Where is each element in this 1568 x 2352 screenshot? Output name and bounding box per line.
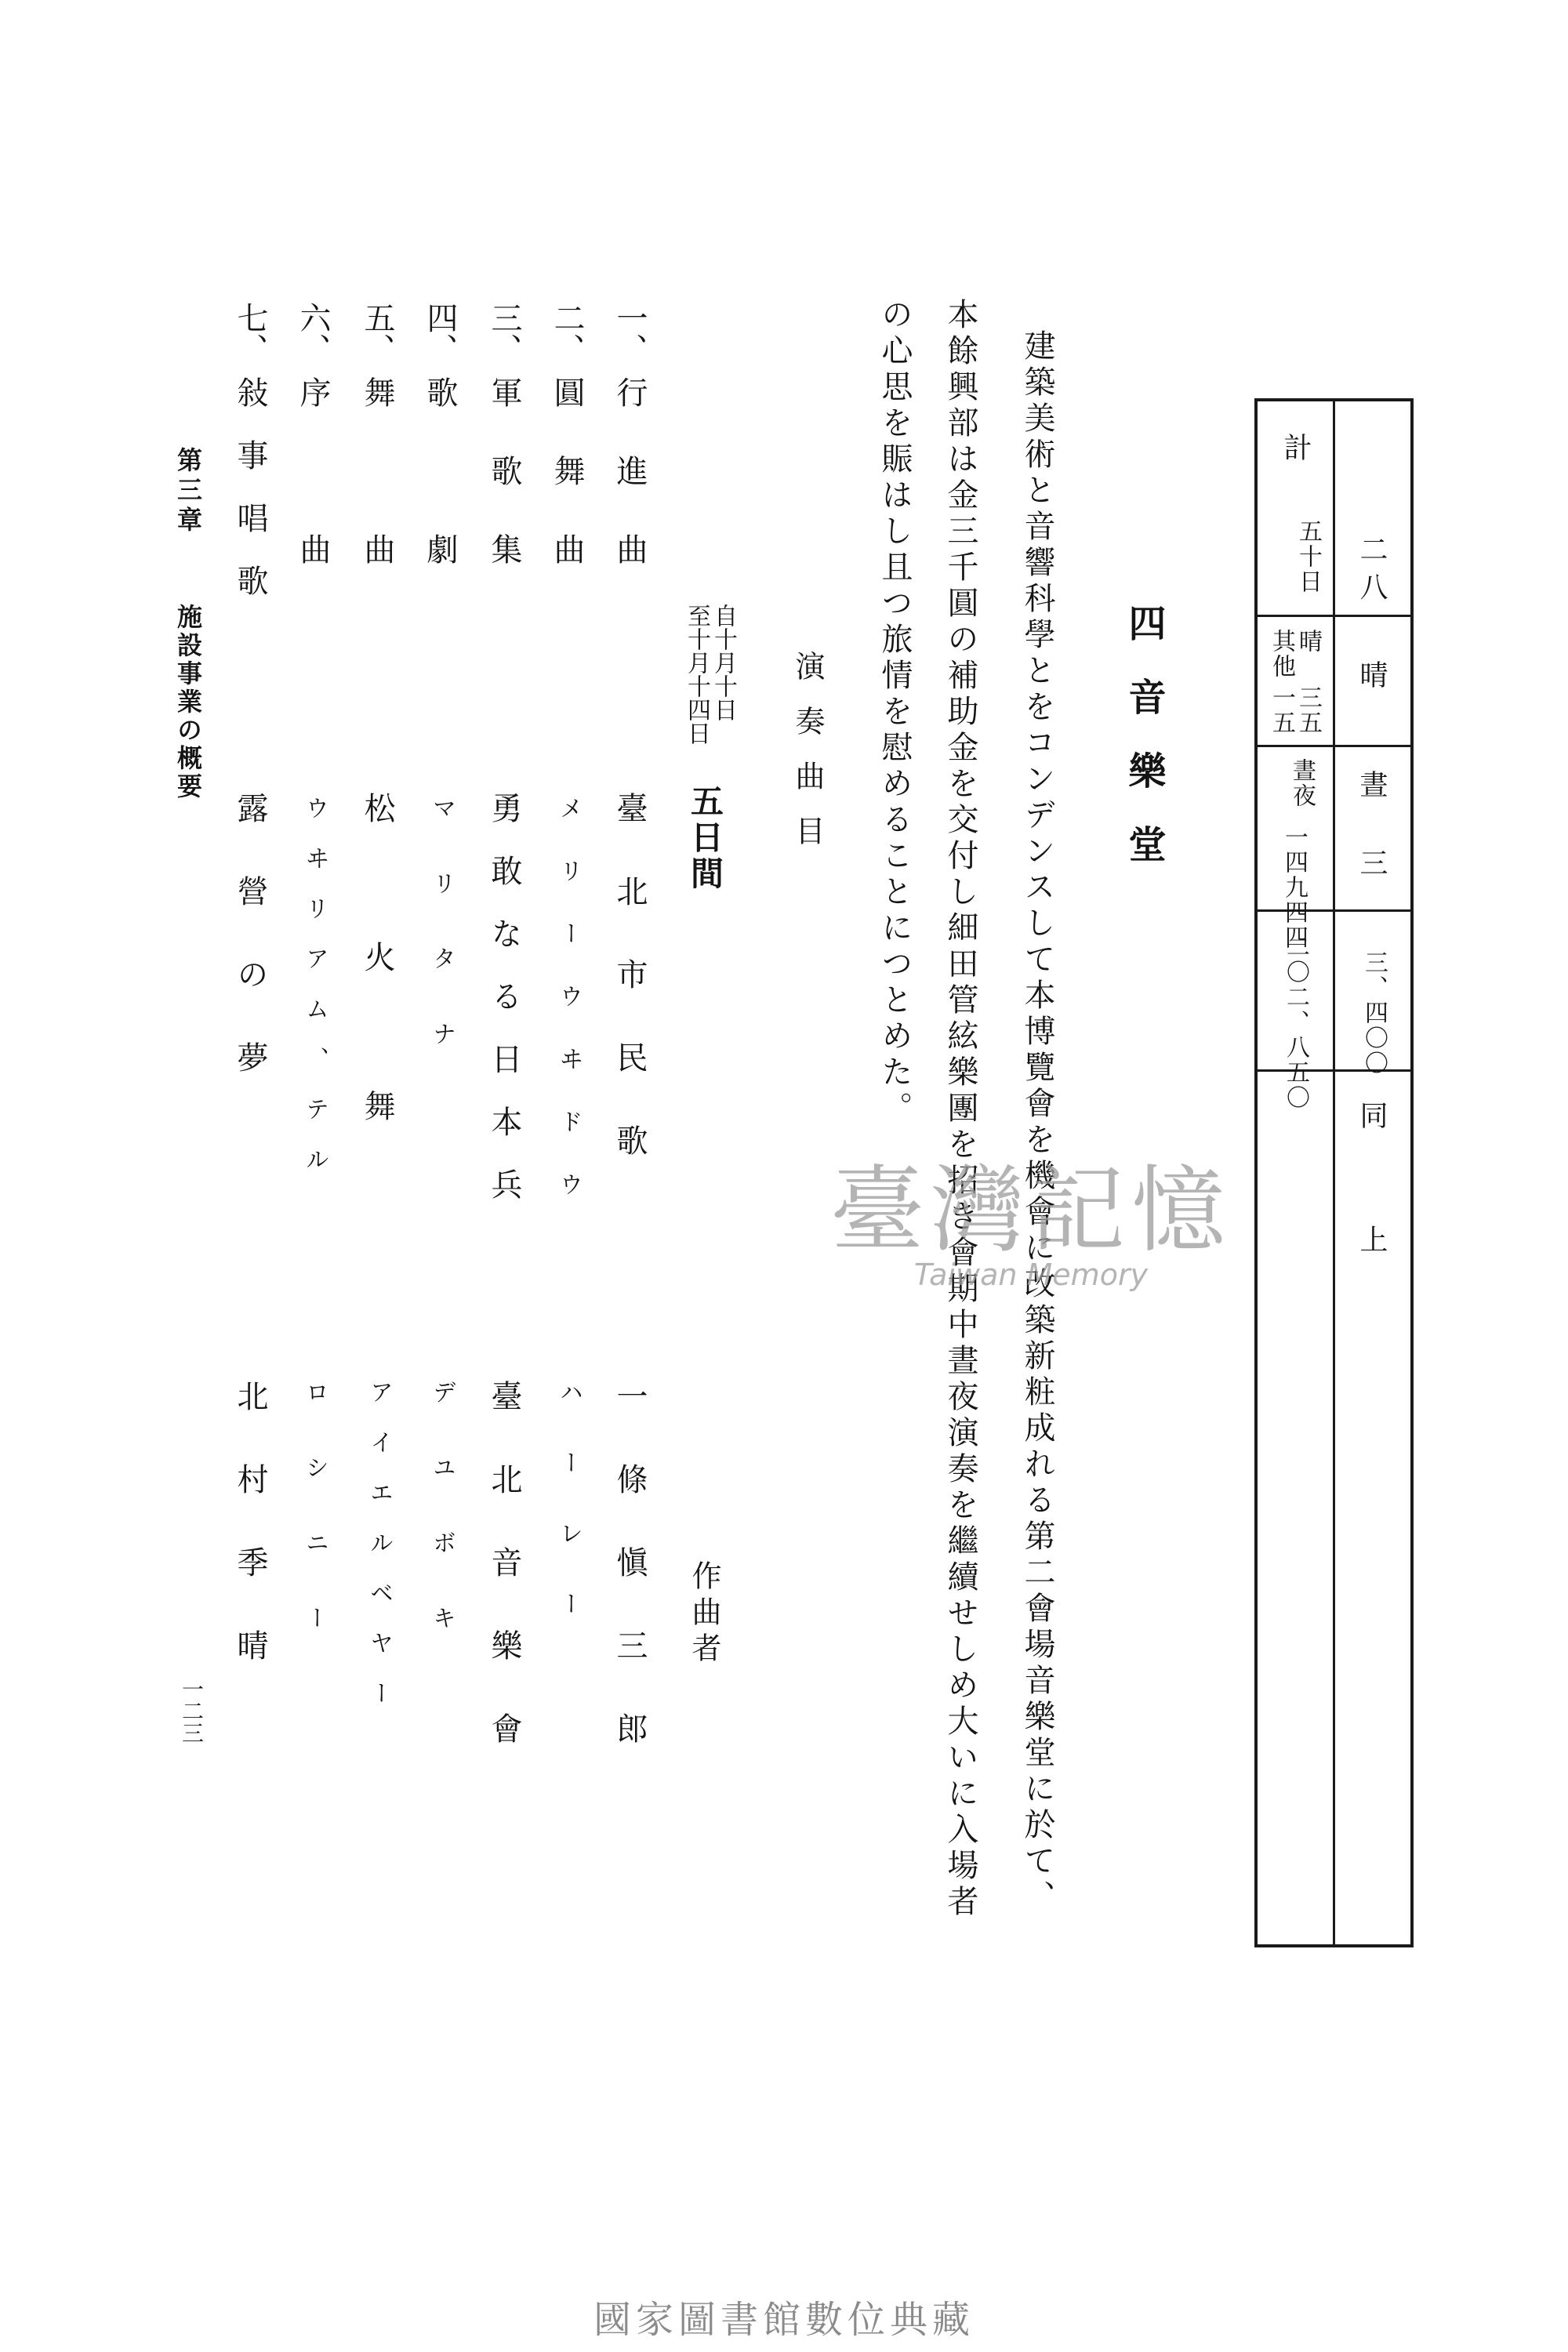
program-title: 露營の夢 (232, 792, 268, 1124)
chapter-label: 第三章 (173, 447, 203, 536)
program-genre: 圓舞曲 (549, 376, 585, 612)
program-genre: 軍歌集 (486, 376, 522, 612)
table-cell-count: 三 (1356, 848, 1388, 886)
period-from: 自十月十日 (710, 604, 737, 721)
program-title: 演奏曲目 (790, 651, 825, 870)
program-genre: 舞曲 (359, 376, 395, 690)
program-composer: デユボキ (428, 1380, 456, 1681)
paragraph-line-2: 本餘興部は金三千圓の補助金を交付し細田管絃樂團を招き會期中晝夜演奏を繼續せしめ大いに入場者 (942, 298, 978, 1921)
table-cell-same: 同 (1356, 1101, 1388, 1138)
program-title: 勇敢なる日本兵 (486, 792, 522, 1231)
table-cell-amount: 三、四〇〇 (1360, 950, 1388, 1076)
program-number: 一、 (612, 302, 648, 365)
program-title: メリーウヰドウ (555, 796, 583, 1235)
table-day-night-count: 一四九四四 (1280, 825, 1308, 950)
program-number: 七、 (232, 302, 268, 365)
paragraph-line-3: の心思を賑はし且つ旅情を慰めることにつとめた。 (877, 298, 913, 1127)
program-title: 松火舞 (359, 792, 395, 1239)
program-number: 四、 (422, 302, 458, 365)
program-genre: 行進曲 (612, 376, 648, 612)
program-number: 六、 (295, 302, 331, 365)
chapter-title: 施設事業の概要 (173, 604, 203, 801)
table-cell-day: 二八 (1356, 535, 1388, 610)
program-composer: 臺北音樂會 (486, 1380, 522, 1795)
program-genre: 歌劇 (422, 376, 458, 690)
period-days: 五日間 (686, 784, 724, 892)
program-title: ウヰリアム、テル (301, 796, 328, 1197)
program-composer: 北村季晴 (232, 1380, 268, 1712)
program-composer: アイエルベヤー (365, 1380, 393, 1731)
table-weather-count-b: 一五 (1268, 685, 1295, 735)
table-total-label: 計 (1279, 433, 1312, 470)
period-to: 至十月十四日 (683, 604, 710, 745)
program-genre: 敍事唱歌 (232, 376, 268, 627)
program-composer: ロシニー (301, 1380, 328, 1681)
table-total-days: 五十日 (1294, 519, 1322, 594)
table-weather-count-a: 三五 (1294, 685, 1322, 735)
library-credit: 國家圖書館數位典藏 (593, 2298, 975, 2342)
table-cell-above: 上 (1356, 1225, 1388, 1262)
program-composer: 一條愼三郎 (612, 1380, 648, 1795)
program-number: 五、 (359, 302, 395, 365)
section-title: 四音樂堂 (1122, 604, 1166, 898)
program-composer: ハーレー (555, 1380, 583, 1662)
page-number: 一二三 (179, 1678, 205, 1744)
table-day-night: 晝夜 (1288, 758, 1316, 808)
table-cell-weather: 晴 (1356, 660, 1388, 698)
watermark-main: 臺灣記憶 (830, 1156, 1232, 1265)
watermark-sub: Taiwan Memory (913, 1258, 1149, 1292)
program-title: マリタナ (428, 796, 456, 1097)
table-weather-other: 其他 (1268, 629, 1295, 679)
program-genre: 序曲 (295, 376, 331, 690)
program-title: 臺北市民歌 (612, 792, 648, 1207)
table-weather-clear: 晴 (1294, 629, 1322, 654)
program-number: 二、 (549, 302, 585, 365)
table-grand-total: 二〇二、八五〇 (1282, 935, 1309, 1110)
composer-header: 作曲者 (687, 1560, 721, 1668)
program-number: 三、 (486, 302, 522, 365)
watermark (776, 1156, 1286, 1292)
table-cell-time: 晝 (1356, 770, 1388, 808)
paragraph-line-1: 建築美術と音響科學とをコンデンスして本博覽會を機會に改築新粧成れる第二會場音樂堂に於て、 (1019, 329, 1055, 1916)
